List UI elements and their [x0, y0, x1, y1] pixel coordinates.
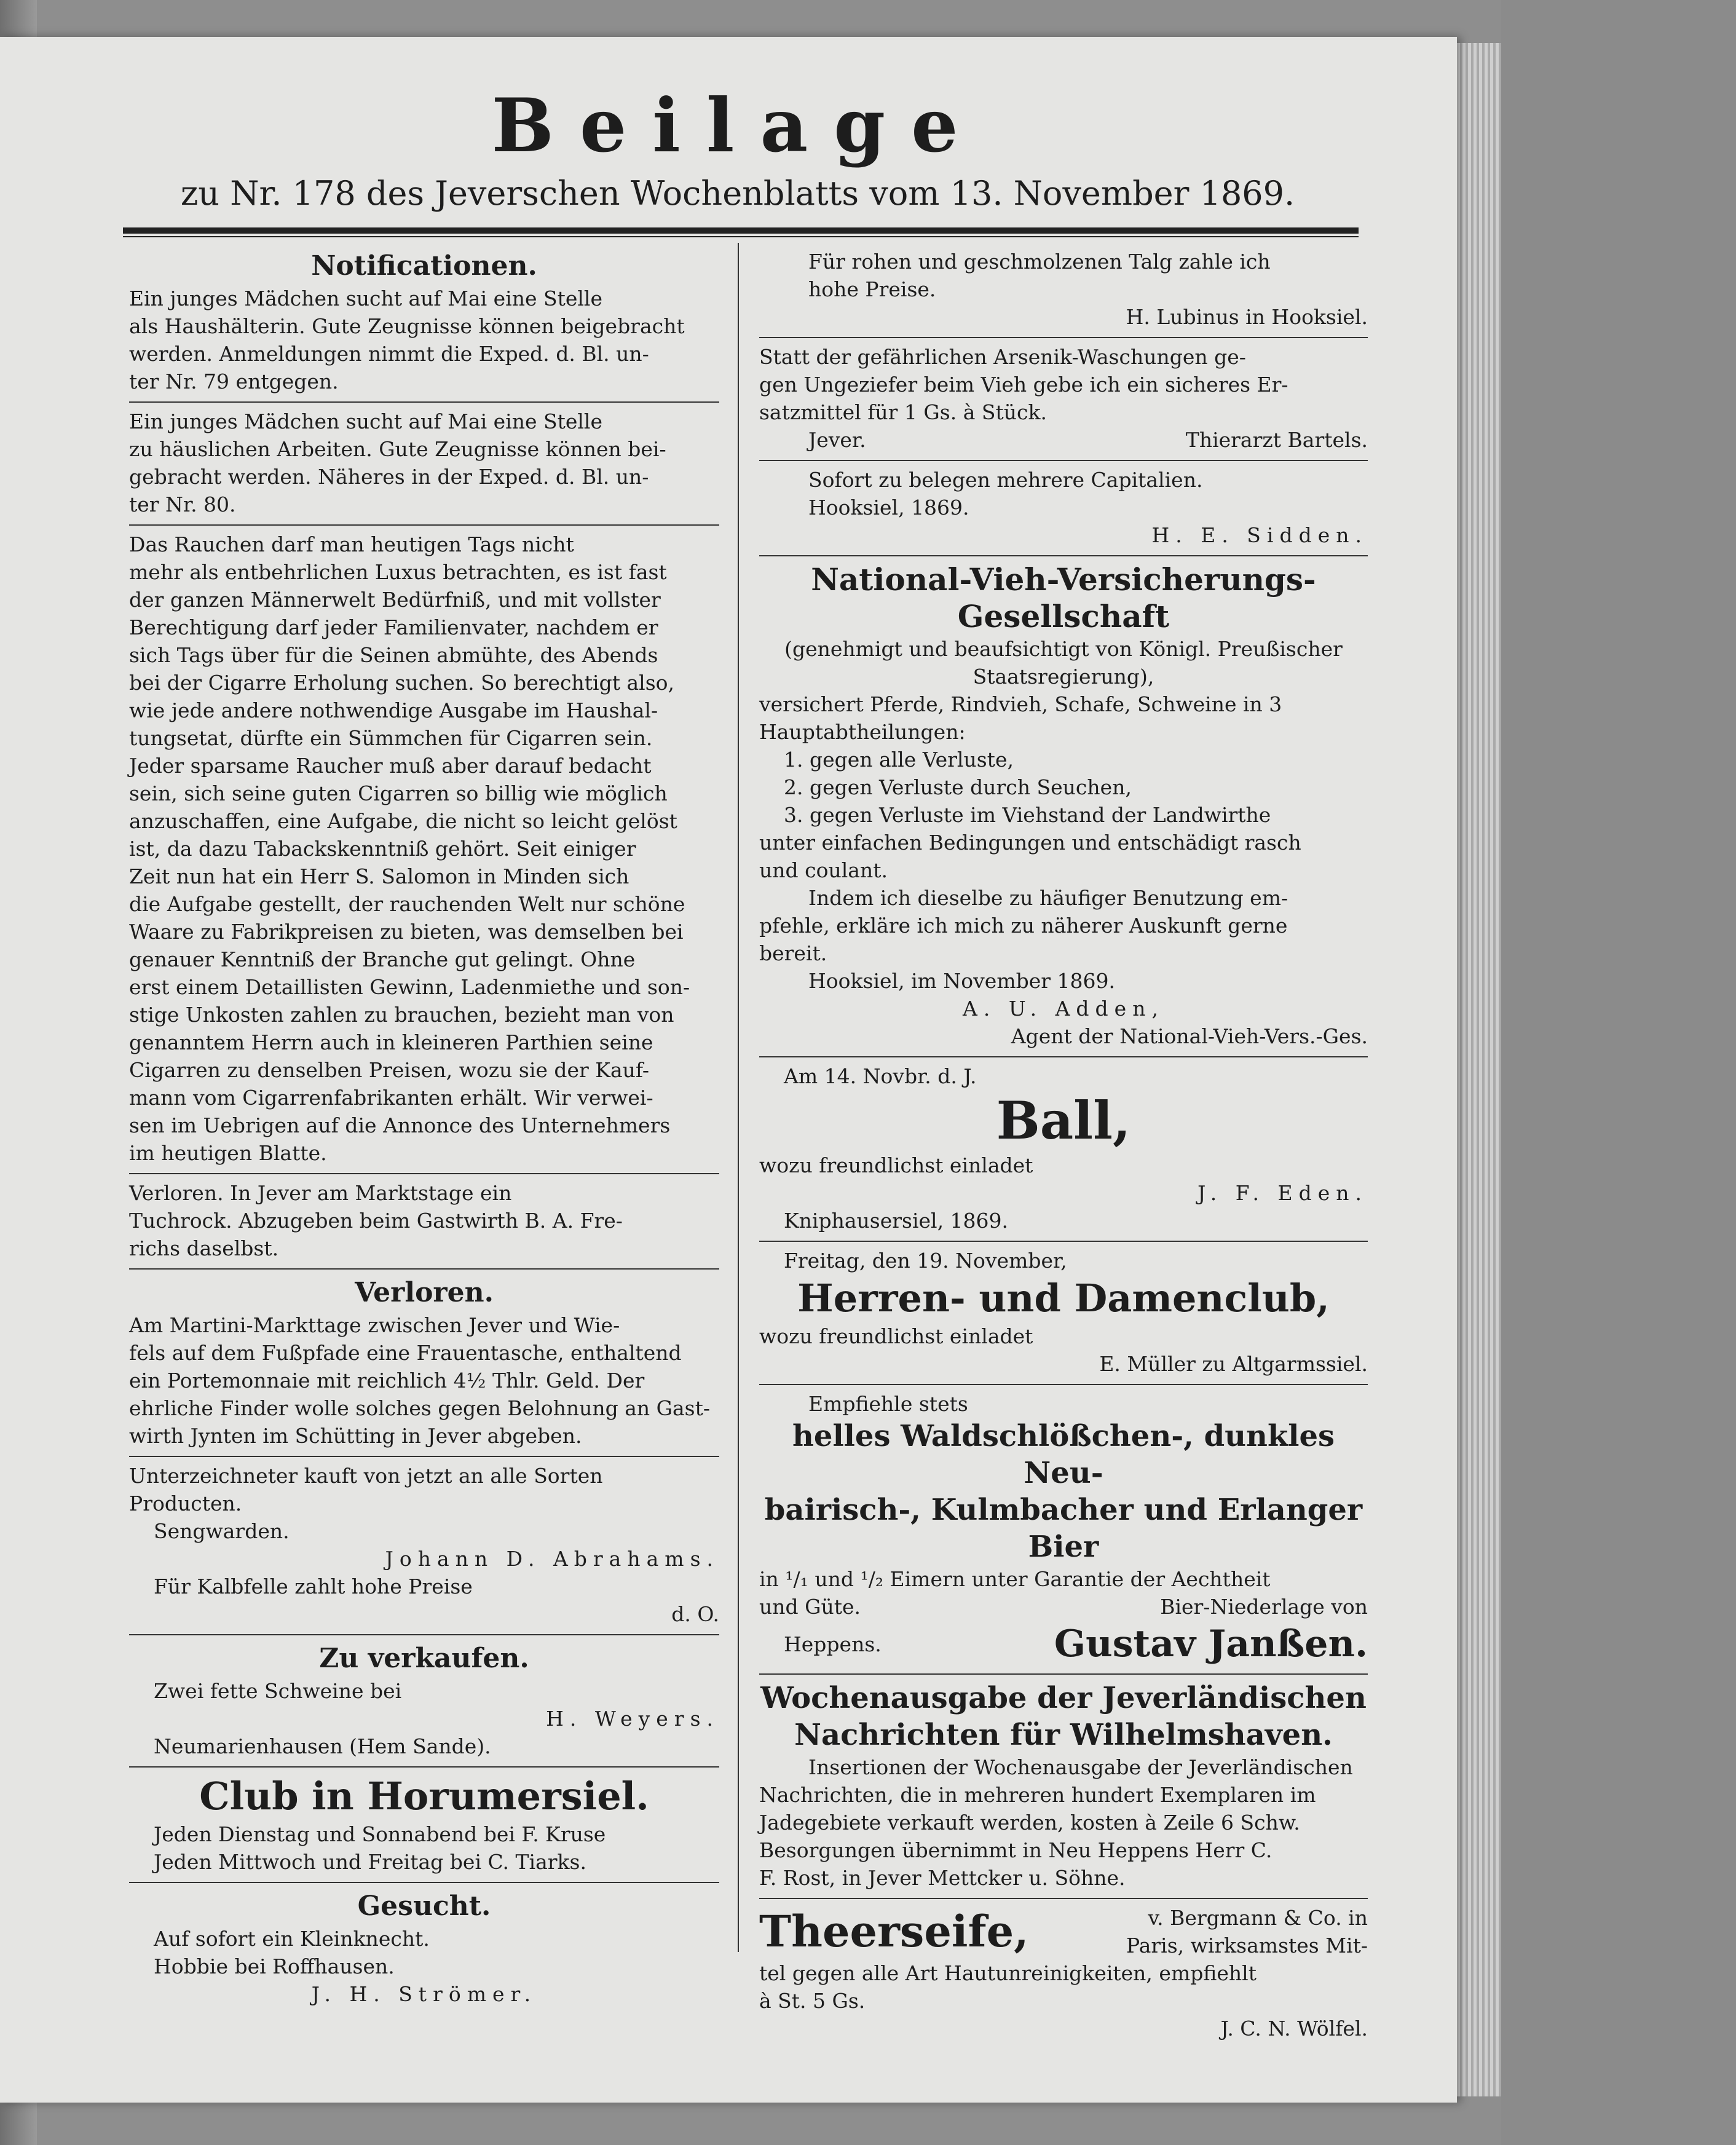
ad-line: Indem ich dieselbe zu häufiger Benutzung em- [808, 886, 1288, 910]
right-column [759, 243, 1368, 2048]
ad-line: à St. 5 Gs. [759, 1989, 866, 2013]
ad-line: ehrliche Finder wolle solches gegen Belohnung an Gast- [129, 1396, 711, 1420]
masthead [111, 80, 1365, 215]
ad-heading: Gesucht. [357, 1890, 491, 1922]
ad-verloren-frauentasche [129, 1270, 719, 1457]
ad-line: hohe Preise. [808, 277, 936, 301]
article-line: Berechtigung darf jeder Familienvater, nachdem er [129, 615, 658, 639]
ad-line: Tuchrock. Abzugeben beim Gastwirth B. A. Fre- [129, 1209, 623, 1233]
ad-heading: Nachrichten für Wilhelmshaven. [794, 1718, 1333, 1752]
ad-line: Hobbie bei Roffhausen. [154, 1954, 395, 1978]
ad-line: Hauptabtheilungen: [759, 720, 966, 744]
ad-place: Kniphausersiel, 1869. [784, 1209, 1009, 1233]
ad-line: Besorgungen übernimmt in Neu Heppens Herr C. [759, 1838, 1272, 1862]
article-line: Waare zu Fabrikpreisen zu bieten, was demselben bei [129, 920, 684, 944]
ad-place: Heppens. [784, 1632, 882, 1656]
article-line: Zeit nun hat ein Herr S. Salomon in Minden sich [129, 864, 629, 888]
ad-line: tel gegen alle Art Hautunreinigkeiten, empfiehlt [759, 1961, 1257, 1985]
ad-signature: H. Lubinus in Hooksiel. [1126, 305, 1368, 329]
column-separator [738, 243, 739, 1952]
article-line: Jeder sparsame Raucher muß aber darauf bedacht [129, 754, 652, 778]
ad-line: ein Portemonnaie mit reichlich 4½ Thlr. Geld. Der [129, 1369, 645, 1392]
masthead-title: Beilage [491, 82, 984, 169]
ad-line: Verloren. In Jever am Marktstage ein [129, 1181, 512, 1205]
article-line: stige Unkosten zahlen zu brauchen, bezieht man von [129, 1003, 674, 1027]
ad-damenclub [759, 1242, 1368, 1385]
ad-place: Sengwarden. [154, 1519, 290, 1543]
ad-ball [759, 1057, 1368, 1242]
ad-line: Bier-Niederlage von [1160, 1595, 1368, 1619]
ad-line: Zwei fette Schweine bei [154, 1679, 402, 1703]
ad-signature: J. F. Eden. [1197, 1181, 1368, 1205]
article-line: anzuschaffen, eine Aufgabe, die nicht so leicht gelöst [129, 809, 677, 833]
ad-line: Ein junges Mädchen sucht auf Mai eine Stelle [129, 286, 603, 310]
ad-line: Paris, wirksamstes Mit- [1126, 1934, 1368, 1957]
ad-signature: J. H. Strömer. [311, 1982, 537, 2006]
ad-line: Insertionen der Wochenausgabe der Jeverländischen [808, 1755, 1353, 1779]
ad-wochenausgabe [759, 1675, 1368, 1899]
ad-line: pfehle, erkläre ich mich zu näherer Auskunft gerne [759, 914, 1288, 938]
ad-line: ter Nr. 80. [129, 492, 236, 516]
page-stack-edge [1457, 43, 1501, 2096]
ad-heading-large: Club in Horumersiel. [199, 1774, 649, 1819]
ad-talg [759, 243, 1368, 338]
article-line: mehr als entbehrlichen Luxus betrachten, es ist fast [129, 560, 667, 584]
binding-cover [1501, 0, 1736, 2145]
ad-line: Für rohen und geschmolzenen Talg zahle ich [808, 250, 1271, 274]
ad-heading: National-Vieh-Versicherungs- [811, 561, 1316, 598]
ad-zu-verkaufen [129, 1635, 719, 1768]
ad-place: Neumarienhausen (Hem Sande). [154, 1734, 491, 1758]
ad-line: Producten. [129, 1491, 242, 1515]
ad-line: (genehmigt und beaufsichtigt von Königl. Preußischer [784, 637, 1343, 661]
ad-bier [759, 1385, 1368, 1675]
header-rule [123, 227, 1359, 234]
ad-signature: H. E. Sidden. [1151, 523, 1368, 547]
article-line: genauer Kenntniß der Branche gut gelingt. Ohne [129, 947, 636, 971]
ad-heading: Gesellschaft [957, 598, 1170, 634]
ad-heading: Bier [1028, 1530, 1099, 1564]
ad-line: richs daselbst. [129, 1236, 279, 1260]
ad-line: F. Rost, in Jever Mettcker u. Söhne. [759, 1866, 1126, 1890]
article-line: wie jede andere nothwendige Ausgabe im Haushal- [129, 698, 658, 722]
ad-heading-large: Herren- und Damenclub, [797, 1276, 1330, 1321]
ad-line: wozu freundlichst einladet [759, 1324, 1033, 1348]
ad-heading-large: Ball, [996, 1090, 1131, 1151]
ad-signature: H. Weyers. [546, 1707, 719, 1731]
ad-signature: Gustav Janßen. [1054, 1622, 1368, 1665]
ad-line: Jeden Dienstag und Sonnabend bei F. Kruse [154, 1822, 606, 1846]
article-line: tungsetat, dürfte ein Sümmchen für Cigarren sein. [129, 726, 653, 750]
ad-heading: Verloren. [355, 1277, 494, 1308]
ad-line: Freitag, den 19. November, [784, 1249, 1067, 1273]
article-line: sen im Uebrigen auf die Annonce des Unternehmers [129, 1113, 671, 1137]
ad-producten [129, 1457, 719, 1635]
ad-line: Empfiehle stets [808, 1392, 968, 1416]
ad-signature: Johann D. Abrahams. [385, 1547, 719, 1571]
left-column [129, 243, 719, 2014]
ad-signature: E. Müller zu Altgarmssiel. [1099, 1352, 1368, 1376]
masthead-subtitle: zu Nr. 178 des Jeverschen Wochenblatts vom 13. November 1869. [180, 174, 1295, 213]
ad-signature: d. O. [671, 1602, 719, 1626]
ad-vieh-versicherung [759, 556, 1368, 1057]
ad-signature: Agent der National-Vieh-Vers.-Ges. [1011, 1024, 1368, 1048]
ad-signature: Thierarzt Bartels. [1185, 428, 1368, 452]
ad-line: ter Nr. 79 entgegen. [129, 369, 339, 393]
ad-place: Jever. [808, 428, 866, 452]
ad-signature: A. U. Adden, [963, 997, 1164, 1021]
ad-club-horumersiel [129, 1768, 719, 1883]
ad-line: bereit. [759, 941, 827, 965]
article-line: sich Tags über für die Seinen abmühte, des Abends [129, 643, 658, 667]
article-line: ist, da dazu Tabackskenntniß gehört. Seit einiger [129, 837, 636, 861]
ad-arsenik [759, 338, 1368, 461]
ad-list-item: 2. gegen Verluste durch Seuchen, [784, 775, 1132, 799]
ad-line: werden. Anmeldungen nimmt die Exped. d. Bl. un- [129, 342, 649, 366]
ad-maedchen [129, 403, 719, 526]
ad-line: unter einfachen Bedingungen und entschädigt rasch [759, 831, 1301, 855]
ad-line: Statt der gefährlichen Arsenik-Waschungen ge- [759, 345, 1246, 369]
ad-notificationen [129, 243, 719, 403]
article-line: sein, sich seine guten Cigarren so billig wie möglich [129, 781, 668, 805]
ad-line: zu häuslichen Arbeiten. Gute Zeugnisse können bei- [129, 437, 666, 461]
ad-line: Unterzeichneter kauft von jetzt an alle Sorten [129, 1464, 603, 1488]
article-line: erst einem Detaillisten Gewinn, Ladenmiethe und son- [129, 975, 690, 999]
ad-heading: helles Waldschlößchen-, dunkles Neu- [792, 1419, 1335, 1490]
ad-line: Nachrichten, die in mehreren hundert Exemplaren im [759, 1783, 1316, 1807]
article-line: genanntem Herrn auch in kleineren Parthien seine [129, 1030, 653, 1054]
ad-line: wirth Jynten im Schütting in Jever abgeben. [129, 1424, 582, 1448]
article-line: der ganzen Männerwelt Bedürfniß, und mit vollster [129, 588, 661, 612]
ad-verloren-tuchrock [129, 1174, 719, 1270]
ad-list-item: 1. gegen alle Verluste, [784, 748, 1014, 772]
ad-line: Ein junges Mädchen sucht auf Mai eine Stelle [129, 409, 603, 433]
ad-line: Für Kalbfelle zahlt hohe Preise [154, 1574, 473, 1598]
ad-heading: bairisch-, Kulmbacher und Erlanger [764, 1493, 1363, 1527]
ad-gesucht [129, 1883, 719, 2014]
ad-line: als Haushälterin. Gute Zeugnisse können beigebracht [129, 314, 685, 338]
article-rauchen [129, 526, 719, 1174]
ad-line: und coulant. [759, 858, 888, 882]
ad-place: Hooksiel, im November 1869. [808, 969, 1115, 993]
ad-line: in ¹/₁ und ¹/₂ Eimern unter Garantie der Aechtheit [759, 1567, 1271, 1591]
ad-capitalien [759, 461, 1368, 556]
ad-line: gen Ungeziefer beim Vieh gebe ich ein sicheres Er- [759, 373, 1288, 397]
ad-line: und Güte. [759, 1595, 861, 1619]
ad-heading: Wochenausgabe der Jeverländischen [760, 1681, 1367, 1715]
ad-theerseife [759, 1899, 1368, 2048]
ad-line: Am 14. Novbr. d. J. [784, 1064, 977, 1088]
article-line: bei der Cigarre Erholung suchen. So berechtigt also, [129, 671, 675, 695]
ad-list-item: 3. gegen Verluste im Viehstand der Landwirthe [784, 803, 1271, 827]
article-line: Das Rauchen darf man heutigen Tags nicht [129, 532, 574, 556]
ad-line: gebracht werden. Näheres in der Exped. d. Bl. un- [129, 465, 649, 489]
ad-line: versichert Pferde, Rindvieh, Schafe, Schweine in 3 [759, 692, 1282, 716]
ad-line: Jadegebiete verkauft werden, kosten à Zeile 6 Schw. [759, 1811, 1300, 1835]
ad-line: satzmittel für 1 Gs. à Stück. [759, 400, 1047, 424]
ad-line: fels auf dem Fußpfade eine Frauentasche, enthaltend [129, 1341, 682, 1365]
ad-heading: Notificationen. [311, 250, 537, 282]
ad-line: Am Martini-Markttage zwischen Jever und Wie- [129, 1313, 620, 1337]
ad-line: Sofort zu belegen mehrere Capitalien. [808, 468, 1203, 492]
ad-heading-large: Theerseife, [759, 1906, 1029, 1957]
ad-line: wozu freundlichst einladet [759, 1153, 1033, 1177]
ad-line: Hooksiel, 1869. [808, 496, 969, 519]
article-line: Cigarren zu denselben Preisen, wozu sie der Kauf- [129, 1058, 650, 1082]
ad-heading: Zu verkaufen. [319, 1643, 529, 1674]
article-line: die Aufgabe gestellt, der rauchenden Welt nur schöne [129, 892, 685, 916]
article-line: mann vom Cigarrenfabrikanten erhält. Wir verwei- [129, 1086, 653, 1110]
ad-line: Staatsregierung), [973, 665, 1154, 689]
ad-line: Auf sofort ein Kleinknecht. [154, 1927, 430, 1951]
header-rule-thin [123, 236, 1359, 237]
ad-line: v. Bergmann & Co. in [1148, 1906, 1368, 1930]
article-line: im heutigen Blatte. [129, 1141, 327, 1165]
ad-signature: J. C. N. Wölfel. [1220, 2017, 1368, 2040]
ad-line: Jeden Mittwoch und Freitag bei C. Tiarks. [154, 1850, 586, 1874]
